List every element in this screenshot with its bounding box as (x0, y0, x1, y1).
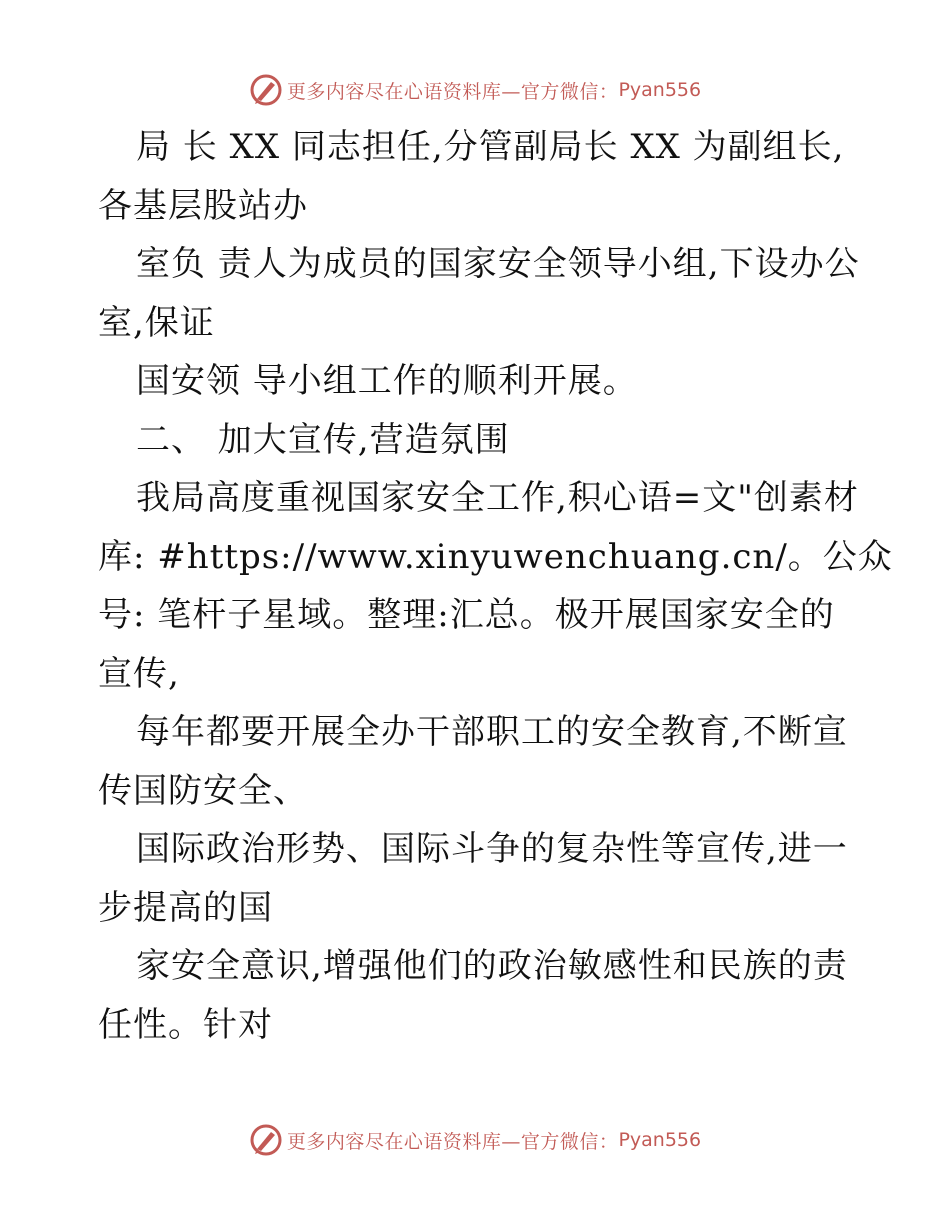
footer-wechat-label: 官方微信： (520, 1130, 619, 1153)
document-body (98, 118, 893, 1054)
body-line-9: 号: 笔杆子星域。整理:汇总。极开展国家安全的 (98, 595, 835, 635)
body-line-7: 我局高度重视国家安全工作,积心语=文"创素材 (136, 478, 859, 518)
body-line-8: 库: #https://www.xinyuwenchuang.cn/。公众 (98, 536, 893, 577)
body-line-4: 室,保证 (98, 302, 215, 343)
body-line-12: 传国防安全、 (98, 770, 308, 811)
body-line-5: 国安领 导小组工作的顺利开展。 (136, 361, 638, 401)
body-line-11: 每年都要开展全办干部职工的安全教育,不断宣 (136, 712, 848, 752)
body-line-13: 国际政治形势、国际斗争的复杂性等宣传,进一 (136, 829, 848, 869)
body-line-2: 各基层股站办 (98, 185, 308, 226)
header-watermark-banner (0, 70, 950, 110)
body-line-10: 宣传, (98, 653, 180, 694)
pen-in-circle-icon (249, 73, 283, 107)
footer-watermark-banner (0, 1120, 950, 1160)
body-line-3: 室负 责人为成员的国家安全领导小组,下设办公 (136, 244, 860, 284)
body-line-15: 家安全意识,增强他们的政治敏感性和民族的责 (136, 946, 848, 986)
pen-in-circle-icon (249, 1123, 283, 1157)
body-line-1: 局 长 XX 同志担任,分管副局长 XX 为副组长, (136, 127, 845, 167)
body-line-14: 步提高的国 (98, 887, 273, 928)
body-line-16: 任性。针对 (98, 1004, 273, 1045)
header-wechat-label: 官方微信： (520, 80, 619, 103)
section-heading: 二、 加大宣传,营造氛围 (136, 419, 510, 460)
header-wechat-id: Pyan556 (618, 79, 702, 101)
header-banner-text: 更多内容尽在心语资料库— (286, 80, 521, 103)
footer-wechat-id: Pyan556 (618, 1129, 702, 1151)
footer-banner-text: 更多内容尽在心语资料库— (286, 1130, 521, 1153)
